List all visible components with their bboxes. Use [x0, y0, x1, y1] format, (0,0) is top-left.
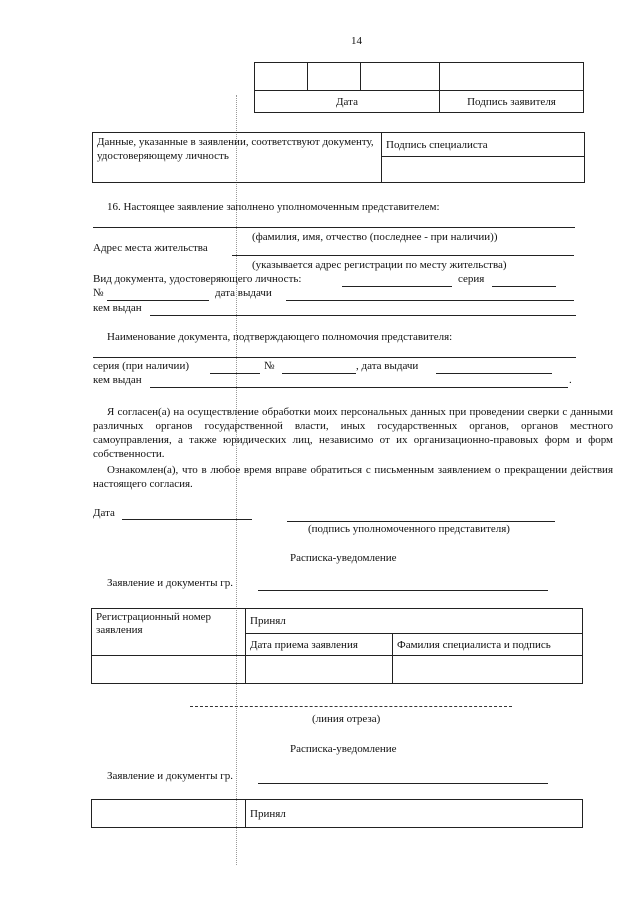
receipt-2-table	[91, 799, 583, 828]
consent-date-field[interactable]	[122, 519, 252, 520]
receipt-1-accepted-label: Принял	[246, 609, 583, 634]
page-number: 14	[351, 35, 362, 47]
issued-by-field[interactable]	[150, 315, 576, 316]
doc-type-label: Вид документа, удостоверяющего личность:	[93, 273, 302, 285]
specialist-signature-label: Подпись специалиста	[382, 133, 585, 157]
address-label: Адрес места жительства	[93, 242, 208, 254]
representative-signature-hint: (подпись уполномоченного представителя)	[308, 523, 510, 535]
signature-cell[interactable]	[440, 63, 584, 91]
verification-text: Данные, указанные в заявлении, соответствуют документу, удостоверяющему личность	[93, 133, 382, 183]
receipt-1-title: Расписка-уведомление	[290, 552, 397, 564]
receipt-2-accepted-label: Принял	[246, 800, 583, 828]
specialist-signature-cell[interactable]	[382, 157, 585, 183]
receipt-1-table	[91, 608, 583, 684]
date-cell-3[interactable]	[361, 63, 440, 91]
address-field[interactable]	[232, 255, 574, 256]
issued-by-label: кем выдан	[93, 302, 142, 314]
issued-by2-period: .	[569, 374, 572, 386]
reg-number-cell[interactable]	[92, 656, 246, 684]
consent-paragraph-1: Я согласен(а) на осуществление обработки моих персональных данных при проведении сверки с данными различных органов государственной власти, иных государственных органов, органов местного самоуправления, а также юридических лиц, независимо от их организационно-правовых форм и форм собственности.	[93, 406, 613, 460]
receipt-2-applicant-field[interactable]	[258, 783, 548, 784]
date-signature-table	[254, 62, 584, 113]
receipt-2-reg-cell[interactable]	[92, 800, 246, 828]
issue-date2-label: , дата выдачи	[356, 360, 419, 372]
receipt-date-cell[interactable]	[246, 656, 393, 684]
authority-doc-field[interactable]	[93, 357, 576, 358]
cut-line-label: (линия отреза)	[312, 713, 381, 725]
verification-table	[92, 132, 585, 183]
issued-by2-field[interactable]	[150, 387, 568, 388]
number-label: №	[93, 287, 104, 299]
address-hint: (указывается адрес регистрации по месту жительства)	[252, 259, 507, 271]
series-optional-label: серия (при наличии)	[93, 360, 189, 372]
number-field[interactable]	[107, 300, 209, 301]
specialist-name-label: Фамилия специалиста и подпись	[393, 634, 583, 656]
specialist-name-cell[interactable]	[393, 656, 583, 684]
representative-name-field[interactable]	[93, 227, 575, 228]
issue-date2-field[interactable]	[436, 373, 552, 374]
issued-by2-label: кем выдан	[93, 374, 142, 386]
consent-date-label: Дата	[93, 507, 115, 519]
applicant-signature-label: Подпись заявителя	[440, 91, 584, 113]
section-16-heading: 16. Настоящее заявление заполнено уполномоченным представителем:	[107, 201, 440, 213]
receipt-date-label: Дата приема заявления	[246, 634, 393, 656]
reg-number-label: Регистрационный номер заявления	[92, 609, 246, 656]
number2-field[interactable]	[282, 373, 356, 374]
receipt-1-applicant-field[interactable]	[258, 590, 548, 591]
representative-signature-field[interactable]	[287, 521, 555, 522]
cut-line	[190, 706, 512, 707]
number2-label: №	[264, 360, 275, 372]
receipt-2-docs-label: Заявление и документы гр.	[107, 770, 233, 782]
date-label: Дата	[255, 91, 440, 113]
receipt-1-docs-label: Заявление и документы гр.	[107, 577, 233, 589]
doc-type-field[interactable]	[342, 286, 452, 287]
issue-date-field[interactable]	[286, 300, 574, 301]
date-cell-1[interactable]	[255, 63, 308, 91]
date-cell-2[interactable]	[308, 63, 361, 91]
series-optional-field[interactable]	[210, 373, 260, 374]
series-field[interactable]	[492, 286, 556, 287]
receipt-2-title: Расписка-уведомление	[290, 743, 397, 755]
name-hint: (фамилия, имя, отчество (последнее - при наличии))	[252, 231, 498, 243]
series-label: серия	[458, 273, 485, 285]
authority-doc-label: Наименование документа, подтверждающего полномочия представителя:	[107, 331, 453, 343]
consent-paragraph-2: Ознакомлен(а), что в любое время вправе обратиться с письменным заявлением о прекращении действия настоящего согласия.	[93, 464, 613, 490]
issue-date-label: дата выдачи	[215, 287, 272, 299]
